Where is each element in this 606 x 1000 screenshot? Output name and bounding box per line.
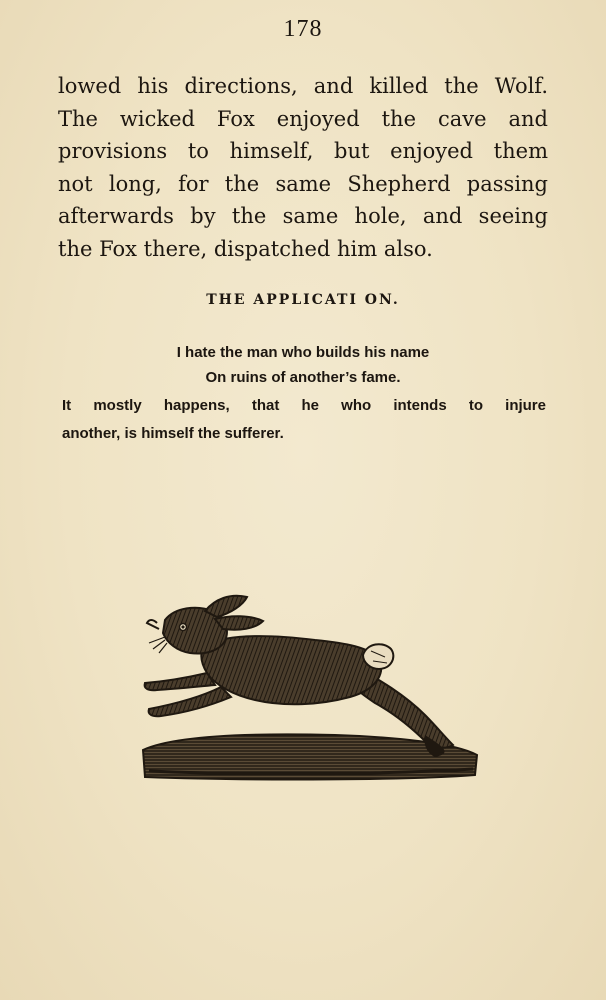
page-number: 178: [283, 16, 323, 42]
application-heading: THE APPLICATI ON.: [206, 292, 400, 308]
hare-woodcut-icon: [135, 585, 485, 790]
story-line: The wicked Fox enjoyed the cave and: [58, 106, 548, 131]
story-line: lowed his directions, and killed the Wolf.: [58, 74, 548, 98]
verse-couplet: [0, 340, 606, 390]
story-line: afterwards by the same hole, and seeing: [58, 204, 548, 228]
moral-line: It mostly happens, that he who intends to injure: [62, 397, 546, 414]
story-line: not long, for the same Shepherd passing: [58, 171, 548, 196]
moral-text: [62, 392, 546, 448]
verse-line: I hate the man who builds his name: [176, 344, 430, 361]
verse-line: On ruins of another’s fame.: [205, 369, 401, 386]
moral-line: another, is himself the sufferer.: [62, 425, 284, 442]
story-line: provisions to himself, but enjoyed them: [58, 139, 548, 163]
story-text: [58, 70, 548, 265]
story-line: the Fox there, dispatched him also.: [58, 236, 433, 261]
